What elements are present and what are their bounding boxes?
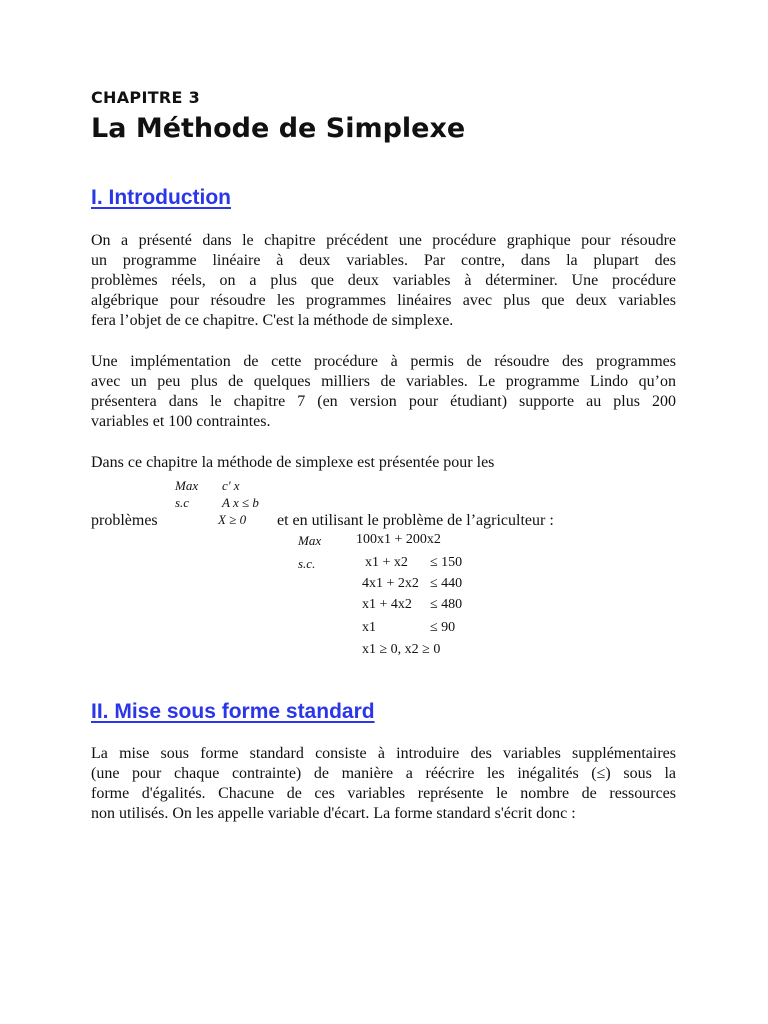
text-line: (une pour chaque contrainte) de manière a réécrire les inégalités (≤) sous la: [91, 765, 676, 782]
intro-paragraph-2: [91, 352, 676, 432]
text-line: Une implémentation de cette procédure à permis de résoudre des programmes: [91, 353, 676, 370]
text-line: La mise sous forme standard consiste à introduire des variables supplémentaires: [91, 745, 676, 762]
general-model-max-label: Max: [175, 478, 199, 493]
farmer-max-label: Max: [298, 533, 322, 548]
constraint-4-lhs: x1: [362, 620, 376, 635]
constraint-2-rhs: ≤ 440: [430, 576, 463, 591]
constraint-1-lhs: x1 + x2: [365, 555, 408, 570]
text-line: forme d'égalités. Chacune de ces variables représente le nombre de ressources: [91, 785, 676, 802]
intro-paragraph-3-first-line: Dans ce chapitre la méthode de simplexe est présentée pour les: [91, 454, 495, 471]
text-line: variables et 100 contraintes.: [91, 413, 271, 430]
standard-form-paragraph: [91, 744, 676, 824]
farmer-sc-label: s.c.: [298, 556, 316, 571]
text-line: non utilisés. On les appelle variable d'écart. La forme standard s'écrit donc :: [91, 805, 576, 822]
general-model-sc-label: s.c: [175, 495, 190, 510]
chapter-label: CHAPITRE 3: [91, 88, 201, 107]
constraint-3-lhs: x1 + 4x2: [362, 597, 412, 612]
chapter-title: La Méthode de Simplexe: [91, 113, 466, 144]
text-line: avec un peu plus de quelques milliers de variables. Le programme Lindo qu’on: [91, 373, 676, 390]
section-heading-standard-form: II. Mise sous forme standard: [91, 700, 375, 723]
general-model-objective: c' x: [222, 478, 240, 493]
problemes-text: problèmes: [91, 512, 158, 529]
farmer-objective: 100x1 + 200x2: [356, 532, 441, 547]
farmer-problem-text: et en utilisant le problème de l’agriculteur :: [277, 512, 554, 529]
constraint-4-rhs: ≤ 90: [430, 620, 456, 635]
text-line: présentera dans le chapitre 7 (en version pour étudiant) supporte au plus 200: [91, 393, 676, 410]
general-model-nonneg: X ≥ 0: [218, 512, 247, 527]
constraint-1-rhs: ≤ 150: [430, 555, 463, 570]
text-line: On a présenté dans le chapitre précédent une procédure graphique pour résoudre: [91, 232, 676, 249]
constraint-3-rhs: ≤ 480: [430, 597, 463, 612]
text-line: un programme linéaire à deux variables. Par contre, dans la plupart des: [91, 252, 676, 269]
general-model-constraint: A x ≤ b: [222, 495, 259, 510]
intro-paragraph-1: [91, 231, 676, 331]
text-line: algébrique pour résoudre les programmes linéaires avec plus que deux variables: [91, 292, 676, 309]
nonnegativity-constraints: x1 ≥ 0, x2 ≥ 0: [362, 642, 441, 657]
constraint-2-lhs: 4x1 + 2x2: [362, 576, 419, 591]
text-line: problèmes réels, on a plus que deux variables à déterminer. Une procédure: [91, 272, 676, 289]
text-line: fera l’objet de ce chapitre. C'est la méthode de simplexe.: [91, 312, 454, 329]
section-heading-introduction: I. Introduction: [91, 186, 231, 209]
